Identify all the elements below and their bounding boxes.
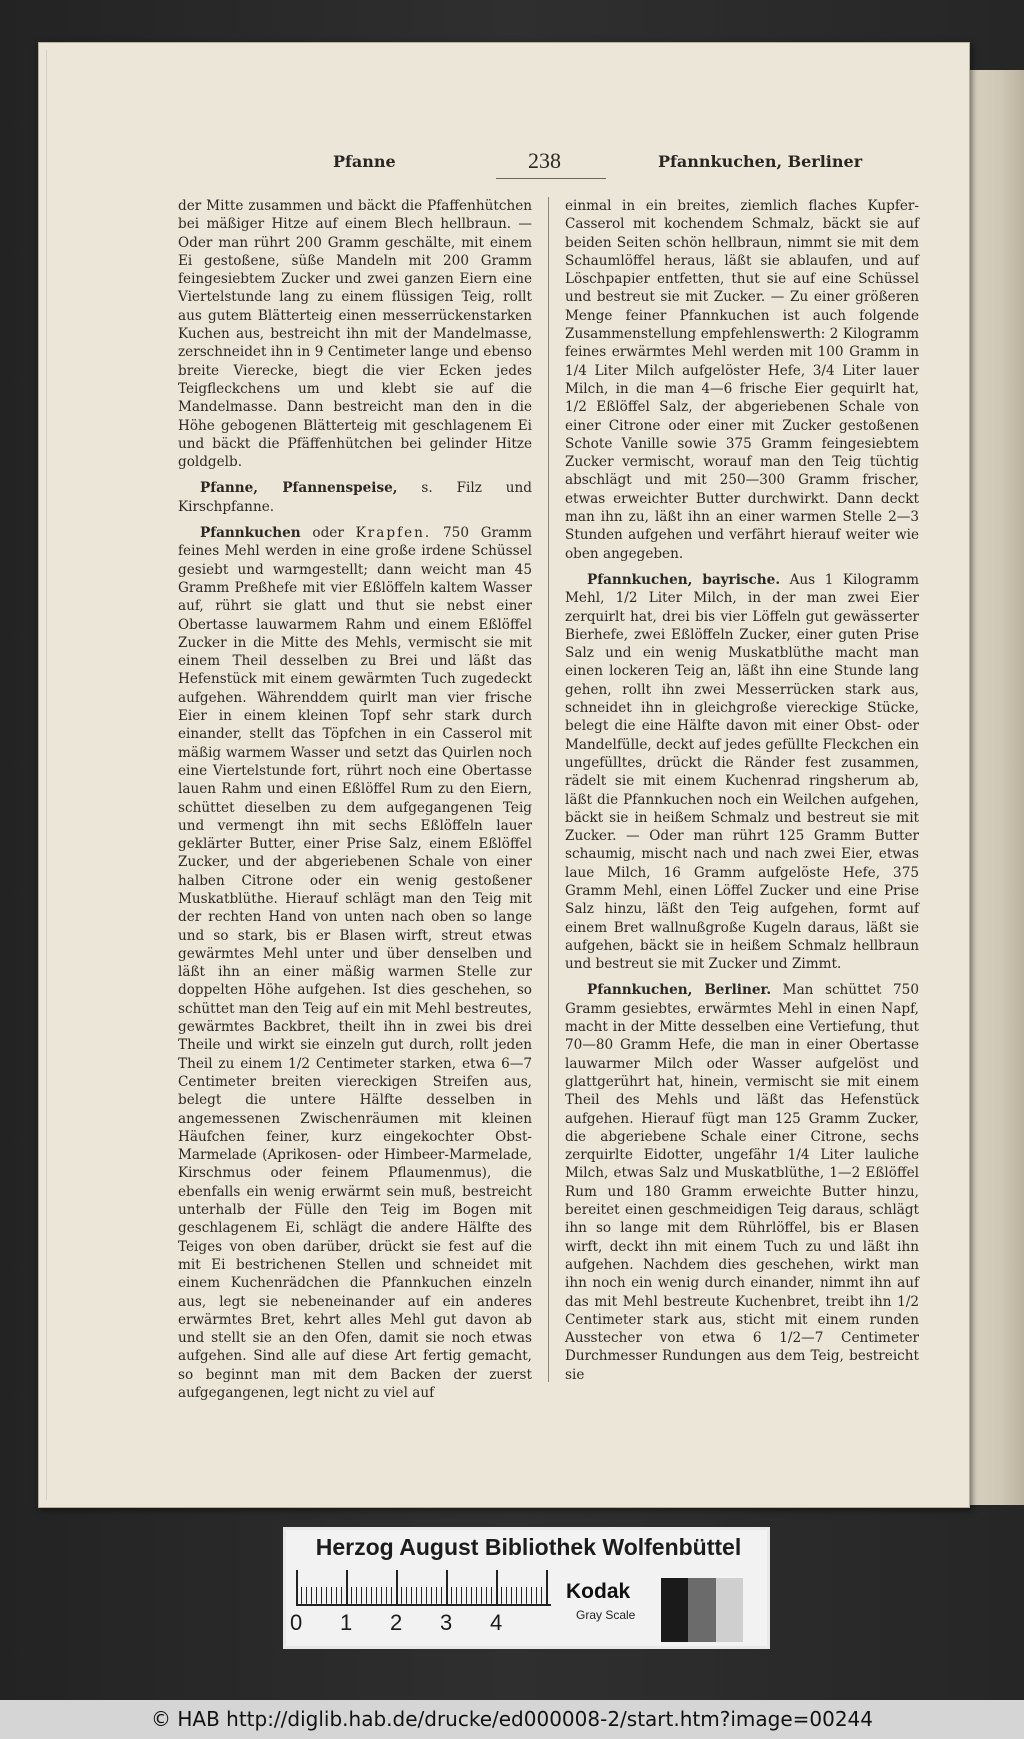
entry-pfannkuchen — [178, 524, 532, 1402]
scale-number: 2 — [390, 1610, 403, 1635]
entry-pfannkuchen-bayrische — [565, 571, 919, 974]
entry-headword: Pfannkuchen, Berliner. — [587, 982, 772, 999]
entry-pfannkuchen-berliner — [565, 981, 919, 1384]
paragraph-continuation: einmal in ein breites, ziemlich flaches Kupfer-Casserol mit kochendem Schmalz, bäckt sie auf beiden Seiten schön hellbraun, nimmt sie mit dem Schaumlöffel heraus, läßt sie ablaufen, und auf Löschpapier entfetten, thut sie auf eine Schüssel und bestreut sie mit Zucker. — Zu einer größeren Menge feiner Pfannkuchen ist auch folgende Zusammenstellung empfehlenswerth: 2 Kilogramm feines erwärmtes Mehl werden mit 100 Gramm in 1/4 Liter Milch aufgelöster Hefe, 3/4 Liter lauer Milch, in die man 4—6 frische Eier gequirlt hat, 1/2 Eßlöffel Salz, der abgeriebenen Schale von einer Citrone oder einer mit Zucker gestoßenen Schote Vanille sowie 375 Gramm feingesiebtem Zucker vermischt, worauf man den Teig tüchtig abschlägt und mit 250—300 Gramm frischer, etwas erweichter Butter durchwirkt. Dann deckt man ihn zu, läßt ihn an einer warmen Stelle 2—3 Stunden aufgehen und verfährt hierauf weiter wie oben angegeben. — [565, 198, 919, 562]
entry-pfanne — [178, 479, 532, 516]
scale-number: 3 — [440, 1610, 453, 1635]
library-name: Herzog August Bibliothek Wolfenbüttel — [315, 1534, 742, 1560]
kodak-logo: Kodak — [566, 1580, 631, 1603]
gray-swatch — [661, 1578, 688, 1642]
scale-number: 0 — [290, 1610, 303, 1635]
entry-headword: Pfannkuchen, bayrische. — [587, 571, 781, 588]
entry-headword: Pfannkuchen — [200, 525, 301, 542]
entry-body: Aus 1 Kilogramm Mehl, 1/2 Liter Milch, in der man zwei Eier zerquirlt hat, drei bis vier Löffeln gut gewässerter Bierhefe, zwei Eßlöffeln Zucker, einer guten Prise Salz und ein wenig Muskatblüthe macht man einen lockeren Teig an, läßt ihn eine Stunde lang gehen, rollt ihn zwei Messerrücken stark aus, schneidet ihn in gleichgroße viereckige Stücke, belegt die eine Hälfte davon mit einer Obst- oder Mandelfülle, deckt auf jedes gefüllte Fleckchen ein ungefülltes, drückt die Ränder fest zusammen, rädelt sie mit einem Kuchenrad ringsherum ab, läßt die Pfannkuchen noch ein Weilchen aufgehen, bäckt sie in heißem Schmalz und bestreut sie mit Zucker. — Oder man rührt 125 Gramm Butter schaumig, mischt nach und nach zwei Eier, etwas laue Milch, 16 Gramm aufgelöste Hefe, 375 Gramm Mehl, einen Löffel Zucker und eine Prise Salz hinzu, läßt den Teig aufgehen, formt auf einem Bret wallnußgroße Kugeln daraus, läßt sie aufgehen, bäckt sie in heißem Schmalz hellbraun und bestreut sie mit Zucker und Zimmt. — [565, 571, 919, 973]
header-rule — [496, 178, 606, 179]
page-number: 238 — [528, 148, 561, 173]
left-column — [178, 197, 532, 1402]
book-page — [38, 42, 970, 1508]
running-head-left: Pfanne — [333, 152, 396, 171]
running-head — [38, 142, 970, 182]
gray-swatches — [661, 1578, 743, 1642]
running-head-right: Pfannkuchen, Berliner — [658, 152, 863, 171]
column-divider — [548, 197, 549, 1382]
entry-connector: oder — [300, 525, 356, 542]
entry-body: 750 Gramm feines Mehl werden in eine große irdene Schüssel gesiebt und warmgestellt; dann weicht man 45 Gramm Preßhefe mit vier Eßlöffeln kaltem Wasser auf, rührt sie glatt und thut sie nebst einer Obertasse lauwarmem Rahm und einem Eßlöffel Zucker in die Mitte des Mehls, vermischt sie mit einem Theil desselben zu Brei und läßt das Hefenstück mit einem gewärmten Tuch zugedeckt aufgehen. Währenddem quirlt man vier frische Eier in einem kleinen Topf sehr stark durch einander, stellt das Töpfchen in ein Casserol mit mäßig warmem Wasser und setzt das Quirlen noch eine Viertelstunde fort, rührt noch eine Obertasse lauen Rahm und einen Eßlöffel Rum zu den Eiern, schüttet dieselben zu dem aufgegangenen Teig und vermengt ihn mit sechs Eßlöffeln lauer geklärter Butter, einer Prise Salz, einem Eßlöffel Zucker, und der abgeriebenen Schale von einer halben Citrone oder ein wenig gestoßener Muskatblüthe. Hierauf schlägt man den Teig mit der rechten Hand von unten nach oben so lange und so stark, bis er Blasen wirft, streut etwas gewärmtes Mehl unter und über denselben und läßt ihn an einer mäßig warmen Stelle zur doppelten Höhe aufgehen. Ist dies geschehen, so schüttet man den Teig auf ein mit Mehl bestreutes, gewärmtes Backbret, theilt ihn in zwei bis drei Theile und wirkt sie einzeln gut durch, rollt jeden Theil zu einem 1/2 Centimeter starken, etwa 6—7 Centimeter breiten viereckigen Streifen aus, belegt die untere Hälfte desselben in angemessenen Zwischenräumen mit kleinen Häufchen feiner, kurz eingekochter Obst-Marmelade (Aprikosen- oder Himbeer-Marmelade, Kirschmus oder feinem Pflaumenmus), die ebenfalls ein wenig erwärmt sein muß, bestreicht unterhalb der Fülle den Teig im Bogen mit geschlagenem Ei, schlägt die andere Hälfte des Teiges von oben darüber, drückt sie fest auf die mit Ei bestrichenen Stellen und schneidet mit einem Kuchenrädchen die Pfannkuchen einzeln aus, legt sie nebeneinander auf ein anderes erwärmtes Bret, kehrt alles Mehl gut davon ab und stellt sie an den Ofen, damit sie noch etwas aufgehen. Sind alle auf diese Art fertig gemacht, so beginnt man mit dem Backen der zuerst aufgegangenen, legt nicht zu viel auf — [178, 525, 532, 1401]
gray-scale-label: Gray Scale — [576, 1608, 636, 1622]
entry-headword: Pfanne, Pfannenspeise, — [200, 480, 398, 497]
scale-ruler — [296, 1576, 551, 1606]
entry-spaced-term: Krapfen. — [355, 525, 432, 542]
gray-swatch — [688, 1578, 715, 1642]
paragraph-continuation: der Mitte zusammen und bäckt die Pfaffenhütchen bei mäßiger Hitze auf einem Blech hellbraun. — Oder man rührt 200 Gramm geschälte, mit einem Ei gestoßene, süße Mandeln mit 200 Gramm feingesiebtem Zucker und zwei ganzen Eiern eine Viertelstunde lang zu einem flüssigen Teig, rollt aus gutem Blätterteig einen messerrückenstarken Kuchen aus, bestreicht ihn mit der Mandelmasse, zerschneidet ihn in 9 Centimeter lange und ebenso breite Vierecke, biegt die vier Ecken jedes Teigfleckchens um und klebt sie auf die Mandelmasse. Dann bestreicht man den in die Höhe gebogenen Blätterteig mit geschlagenem Ei und bäckt die Pfäffenhütchen bei gelinder Hitze goldgelb. — [178, 198, 532, 471]
footer-url: © HAB http://diglib.hab.de/drucke/ed000008-2/start.htm?image=00244 — [0, 1700, 1024, 1739]
next-page-edge — [965, 70, 1024, 1505]
entry-body: Man schüttet 750 Gramm gesiebtes, erwärmtes Mehl in einen Napf, macht in der Mitte desselben eine Vertiefung, thut 70—80 Gramm Hefe, die man in einer Obertasse lauwarmer Milch oder Wasser aufgelöst und glattgerührt hat, hinein, vermischt sie mit einem Theil des Mehls und läßt das Hefenstück aufgehen. Hierauf fügt man 125 Gramm Zucker, die abgeriebene Schale einer Citrone, sechs zerquirlte Eidotter, ungefähr 1/4 Liter lauliche Milch, etwas Salz und Muskatblüthe, 1—2 Eßlöffel Rum und 180 Gramm erweichte Butter hinzu, bereitet einen geschmeidigen Teig daraus, schlägt ihn so lange mit dem Rührlöffel, bis er Blasen wirft, deckt ihn mit einem Tuch zu und läßt ihn aufgehen. Nachdem dies geschehen, wirkt man ihn noch ein wenig durch einander, nimmt ihn auf das mit Mehl bestreute Kuchenbret, treibt ihn 1/2 Centimeter stark aus, sticht mit einem runden Ausstecher von etwa 6 1/2—7 Centimeter Durchmesser Rundungen aus dem Teig, bestreicht sie — [565, 982, 919, 1383]
gray-swatch — [716, 1578, 743, 1642]
color-target-card — [283, 1527, 770, 1649]
right-column — [565, 197, 919, 1384]
scale-number: 1 — [340, 1610, 353, 1635]
scale-number: 4 — [490, 1610, 503, 1635]
entry-body: s. Filz und Kirschpfanne. — [178, 480, 532, 515]
